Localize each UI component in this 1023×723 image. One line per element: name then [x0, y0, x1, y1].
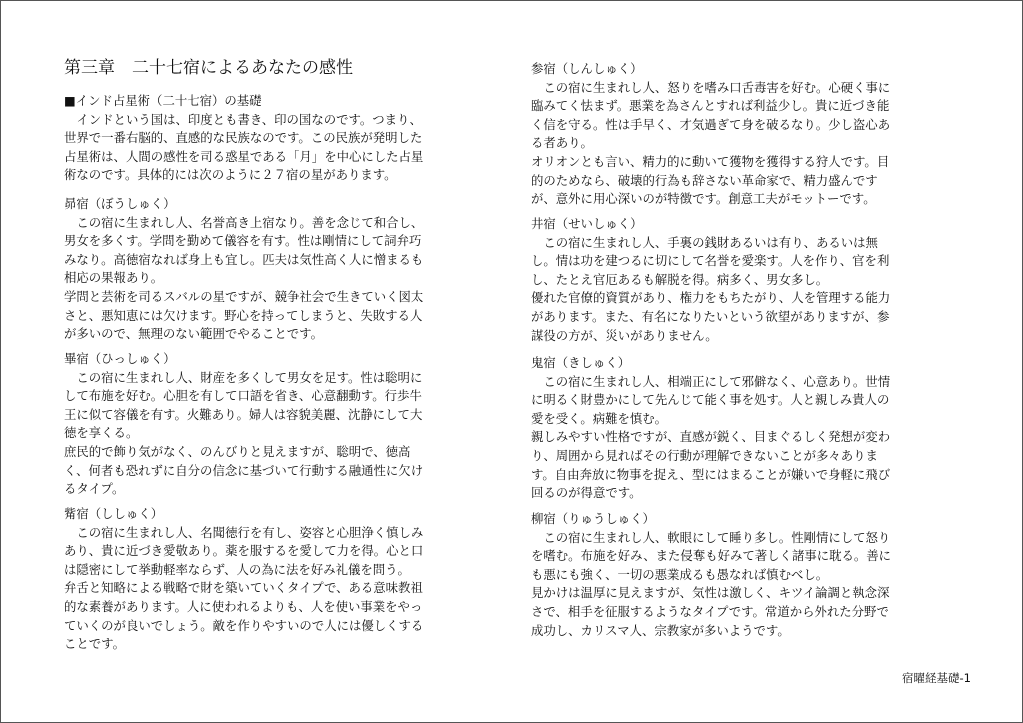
section-line: ことです。	[64, 636, 125, 652]
section-line: この宿に生まれし人、財産を多くして男女を足す。性は聡明に	[64, 369, 423, 385]
section-line: 庶民的で飾り気がなく、のんびりと見えますが、聡明で、徳高	[64, 443, 411, 459]
section-line: るタイプ。	[64, 481, 125, 497]
section-line: す。自由奔放に物事を捉え、型にはまることが嫌いで身軽に飛び	[531, 466, 891, 482]
section-line: は隠密にして挙動軽率ならず、人の為に法を好み礼儀を問う。	[64, 561, 410, 577]
section-line: 徳を享くる。	[64, 425, 139, 441]
section-line: く信を守る。性は手早く、才気過ぎて身を破るなり。少し盗心あ	[531, 116, 891, 132]
section-line: 臨みてく怯まず。悪業を為さんとすれば利益少し。貴に近づき能	[531, 98, 890, 114]
section-shi	[64, 505, 494, 654]
section-line: して布施を好む。心胆を有して口語を省き、心意翻動す。行歩牛	[64, 388, 422, 404]
section-line: 弁舌と知略による戦略で財を築いていくタイプで、ある意味教祖	[64, 580, 423, 596]
section-line: 回るのが得意です。	[531, 485, 642, 501]
section-line: が、意外に用心深いのが特徴です。創意工夫がモットーです。	[531, 191, 876, 207]
section-line: さと、悪知恵には欠けます。野心を持ってしまうと、失敗する人	[64, 307, 423, 323]
section-ryu	[531, 510, 961, 640]
section-line: この宿に生まれし人、名聞徳行を有し、姿容と心胆浄く慎しみ	[64, 524, 424, 540]
section-line: 男女を多くす。学問を勤めて儀容を有す。性は剛情にして詞弁巧	[64, 233, 422, 249]
section-line: 謀役の方が、災いがありません。	[531, 327, 718, 343]
intro-line: 術なのです。具体的には次のように２７宿の星があります。	[64, 167, 397, 183]
section-line: を嗜む。布施を好み、また侵奪も好みて著しく諸事に耽る。善に	[531, 548, 892, 564]
section-line: 王に似て容儀を有す。火難あり。婦人は容貌美麗、沈静にして大	[64, 406, 423, 422]
section-heading: 觜宿（ししゅく）	[64, 506, 164, 521]
section-line: この宿に生まれし人、手裏の銭財あるいは有り、あるいは無	[531, 234, 878, 250]
section-line: し。情は功を建つるに切にして名誉を愛楽す。人を作り、官を利	[531, 253, 890, 269]
section-ki	[531, 354, 961, 503]
section-line: 愛を受く。病難を慎む。	[531, 410, 668, 426]
intro-line: 世界で一番右脳的、直感的な民族なのです。この民族が発明した	[64, 130, 423, 146]
section-heading: 畢宿（ひっしゅく）	[64, 351, 176, 366]
section-line: 優れた官僚的資質があり、権力をもちたがり、人を管理する能力	[531, 290, 891, 306]
section-line: みなり。高徳宿なれば身上も宜し。匹夫は気性高く人に憎まるも	[64, 251, 424, 267]
intro-heading: ■インド占星術（二十七宿）の基礎	[64, 93, 262, 108]
section-heading: 鬼宿（きしゅく）	[531, 355, 631, 370]
section-heading: 昴宿（ぼうしゅく）	[64, 196, 176, 211]
section-line: 的な素養があります。人に使われるよりも、人を使い事業をやっ	[64, 598, 423, 614]
section-sei	[531, 215, 961, 345]
section-heading: 柳宿（りゅうしゅく）	[531, 511, 655, 526]
section-line: 学問と芸術を司るスバルの星ですが、競争社会で生きていく図太	[64, 288, 424, 304]
chapter-title: 第三章 二十七宿によるあなたの感性	[64, 58, 353, 78]
section-hitsu	[64, 350, 494, 499]
intro-section	[64, 92, 494, 185]
section-line: 相応の果報あり。	[64, 270, 164, 286]
section-line: る者あり。	[531, 135, 593, 151]
section-line: 成功し、カリスマ人、宗教家が多いようです。	[531, 622, 790, 638]
section-line: 的のためなら、破壊的行為も辞さない革命家で、精力盛んです	[531, 172, 878, 188]
section-line: この宿に生まれし人、軟眼にして睡り多し。性剛情にして怒り	[531, 529, 891, 545]
section-line: 見かけは温厚に見えますが、気性は激しく、キツイ論調と執念深	[531, 585, 890, 601]
section-line: この宿に生まれし人、相端正にして邪僻なく、心意あり。世情	[531, 373, 891, 389]
page-footer: 宿曜経基礎-1	[902, 671, 971, 685]
section-line: り、周囲から見ればその行動が理解できないことが多々ありま	[531, 447, 878, 463]
section-line: があります。また、有名になりたいという欲望がありますが、参	[531, 308, 890, 324]
section-line: も悪にも強く、一切の悪業成るも愚なれば慎むべし。	[531, 566, 829, 582]
intro-line: インドという国は、印度とも書き、印の国なのです。つまり、	[64, 111, 422, 127]
section-line: 親しみやすい性格ですが、直感が鋭く、目まぐるしく発想が変わ	[531, 429, 891, 445]
section-line: あり、貴に近づき愛敬あり。薬を服するを愛して力を得。心と口	[64, 543, 424, 559]
section-line: この宿に生まれし人、怒りを嗜み口舌毒害を好む。心硬く事に	[531, 79, 891, 95]
section-heading: 参宿（しんしゅく）	[531, 61, 643, 76]
section-line: し、たとえ官厄あるも解脱を得。病多く、男女多し。	[531, 271, 829, 287]
section-line: ていくのが良いでしょう。敵を作りやすいので人には優しくする	[64, 617, 424, 633]
section-line: オリオンとも言い、精力的に動いて獲物を獲得する狩人です。目	[531, 153, 890, 169]
section-line: に明るく財豊かにして先んじて能く事を処す。人と親しみ貴人の	[531, 392, 890, 408]
section-bou	[64, 195, 494, 344]
section-line: この宿に生まれし人、名誉高き上宿なり。善を念じて和合し、	[64, 214, 424, 230]
section-line: さで、相手を征服するようなタイプです。常道から外れた分野で	[531, 603, 889, 619]
section-shin	[531, 60, 961, 209]
section-heading: 井宿（せいしゅく）	[531, 216, 643, 231]
section-line: が多いので、無理のない範囲でやることです。	[64, 326, 323, 342]
section-line: く、何者も恐れずに自分の信念に基づいて行動する融通性に欠け	[64, 462, 424, 478]
intro-line: 占星術は、人間の感性を司る惑星である「月」を中心にした占星	[64, 148, 424, 164]
